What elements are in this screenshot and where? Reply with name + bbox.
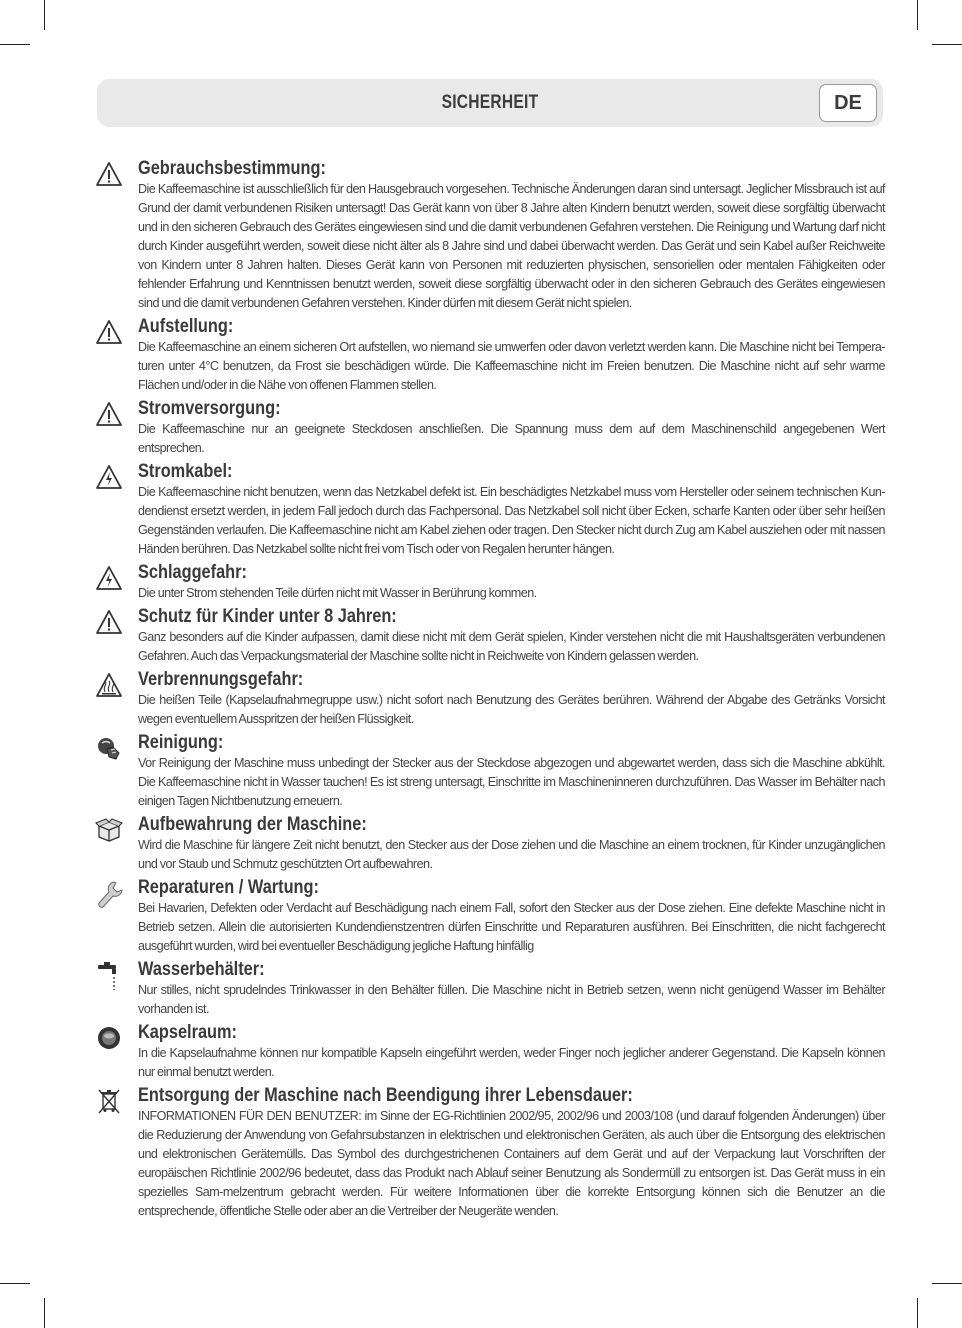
- section-water-tank: [95, 959, 885, 1019]
- section-intended-use: [95, 158, 885, 313]
- section-text: Ganz besonders auf die Kinder aufpassen, damit diese nicht mit dem Gerät spielen, Kinder verstehen nicht die mit Haushaltsgeräten verbundenen Gefahren. Auch das Verpackungsmaterial der Maschine sollte nicht in Reichweite von Kindern gelassen werden.: [138, 630, 885, 663]
- section-text: Die Kaffeemaschine nur an geeignete Steckdosen anschließen. Die Spannung muss dem auf dem Maschinenschild angegebenen Wert entsprechen.: [138, 422, 885, 455]
- section-power-cable: [95, 461, 885, 559]
- crop-mark: [917, 0, 918, 30]
- crop-mark: [932, 1283, 962, 1284]
- crop-mark: [932, 44, 962, 45]
- cleaning-hand-icon: [95, 735, 123, 761]
- section-storage: [95, 814, 885, 874]
- section-electric-shock: [95, 562, 885, 603]
- crop-mark: [917, 1298, 918, 1328]
- section-title: Kapselraum:: [138, 1022, 237, 1043]
- crop-mark: [44, 1298, 45, 1328]
- capsule-icon: [95, 1025, 123, 1051]
- section-title: Aufstellung:: [138, 316, 234, 337]
- section-title: Stromkabel:: [138, 461, 233, 482]
- section-title: Schutz für Kinder unter 8 Jahren:: [138, 606, 397, 627]
- section-title: Gebrauchsbestimmung:: [138, 158, 326, 179]
- section-child-protection: [95, 606, 885, 666]
- section-text: Die Kaffeemaschine an einem sicheren Ort aufstellen, wo niemand sie umwerfen oder davon verletzt werden kann. Die Maschine nicht bei Tempera-turen unter 4°C benutzen, da Frost sie beschädigen würde. Die Kaffeemaschine nicht im Freien benutzen. Die Maschine nicht auf sehr warme Flächen und/oder in die Nähe von offenen Flammen stellen.: [138, 340, 885, 392]
- section-text: In die Kapselaufnahme können nur kompatible Kapseln eingeführt werden, weder Finger noch jeglicher anderer Gegenstand. Die Kapseln können nur einmal benutzt werden.: [138, 1046, 885, 1079]
- crop-mark: [0, 1283, 30, 1284]
- section-header: [97, 79, 883, 127]
- box-icon: [95, 817, 123, 843]
- crop-mark: [44, 0, 45, 30]
- section-title: Entsorgung der Maschine nach Beendigung ihrer Lebensdauer:: [138, 1085, 633, 1106]
- section-title: Stromversorgung:: [138, 398, 281, 419]
- section-text: Wird die Maschine für längere Zeit nicht benutzt, den Stecker aus der Dose ziehen und die Maschine an einem trocknen, für Kinder unzugänglichen und vor Staub und Schmutz geschützten Ort aufbewahren.: [138, 838, 885, 871]
- section-cleaning: [95, 732, 885, 811]
- warning-icon: [95, 401, 123, 427]
- section-text: Die Kaffeemaschine nicht benutzen, wenn das Netzkabel defekt ist. Ein beschädigtes Netzkabel muss vom Hersteller oder seinem technischen Kun-dendienst ersetzt werden, in jedem Fall jedoch durch das Fachpersonal. Das Netzkabel soll nicht über Ecken, scharfe Kanten oder über sehr heißen Gegenständen verlaufen. Die Kaffeemaschine nicht am Kabel ziehen oder tragen. Den Stecker nicht durch Zug am Kabel ausziehen oder mit nassen Händen berühren. Das Netzkabel sollte nicht frei vom Tisch oder von Regalen herunter hängen.: [138, 485, 885, 556]
- section-text: Die Kaffeemaschine ist ausschließlich für den Hausgebrauch vorgesehen. Technische Änderungen daran sind untersagt. Jeglicher Missbrauch ist auf Grund der damit verbundenen Risiken untersagt! Das Gerät kann von über 8 Jahre alten Kindern benutzt werden, soweit diese sorgfältig überwacht und in den sicheren Gebrauch des Gerätes eingewiesen sind und die damit verbundenen Gefahren verstehen. Die Reinigung und Wartung darf nicht durch Kinder ausgeführt werden, soweit diese nicht älter als 8 Jahre sind und dabei überwacht werden. Das Gerät und sein Kabel außer Reichweite von Kindern unter 8 Jahren halten. Dieses Gerät kann von Personen mit reduzierten physischen, sensoriellen oder mentalen Fähigkeiten oder fehlender Erfahrung und Kenntnissen benutzt werden, soweit diese sorgfältig überwacht oder in den sicheren Gebrauch des Gerätes eingewiesen sind und die damit verbundenen Gefahren verstehen. Kinder dürfen mit diesem Gerät nicht spielen.: [138, 182, 885, 310]
- section-text: Die heißen Teile (Kapselaufnahmegruppe usw.) nicht sofort nach Benutzung des Gerätes berühren. Während der Abgabe des Getränks Vorsicht wegen eventuellem Ausspritzen der heißen Flüssigkeit.: [138, 693, 885, 726]
- section-text: Die unter Strom stehenden Teile dürfen nicht mit Wasser in Berührung kommen.: [138, 586, 537, 600]
- section-capsule-chamber: [95, 1022, 885, 1082]
- section-title: Reparaturen / Wartung:: [138, 877, 319, 898]
- warning-icon: [95, 609, 123, 635]
- crop-mark: [0, 44, 30, 45]
- section-burn-hazard: [95, 669, 885, 729]
- section-title: Verbrennungsgefahr:: [138, 669, 304, 690]
- section-text: Bei Havarien, Defekten oder Verdacht auf Beschädigung nach einem Fall, sofort den Stecker aus der Dose ziehen. Eine defekte Maschine nicht in Betrieb setzen. Allein die autorisierten Kundendienstzentren dürfen Einschritte und Reparaturen ausführen. Bei Einschritten, die nicht fachgerecht ausgeführt wurden, wird bei eventueller Beschädigung jegliche Haftung hinfällig: [138, 901, 885, 953]
- section-text: INFORMATIONEN FÜR DEN BENUTZER: im Sinne der EG-Richtlinien 2002/95, 2002/96 und 2003/108 (und darauf folgenden Änderungen) über die Reduzierung der Anwendung von Gefahrsubstanzen in elektrischen und elektronischen Geräten, als auch über die Entsorgung des elektrischen und elektronischen Gerätemülls. Das Symbol des durchgestrichenen Containers auf dem Gerät und auf der Verpackung laut Vorschriften der europäischen Richtlinie 2002/96 bedeutet, dass das Produkt nach Ablauf seiner Benutzung als Sondermüll zu entsorgen ist. Das Gerät muss in ein spezielles Sam-melzentrum gebracht werden. Für weitere Informationen über die korrekte Entsorgung können sich die Benutzer an die entsprechende, öffentliche Stelle oder aber an die Vertreiber der Neugeräte wenden.: [138, 1109, 885, 1218]
- wrench-icon: [95, 880, 123, 910]
- warning-icon: [95, 319, 123, 345]
- section-repairs: [95, 877, 885, 956]
- water-tap-icon: [95, 962, 123, 992]
- section-disposal: [95, 1085, 885, 1221]
- section-title: Wasserbehälter:: [138, 959, 265, 980]
- section-text: Nur stilles, nicht sprudelndes Trinkwasser in den Behälter füllen. Die Maschine nicht in Betrieb setzen, wenn nicht genügend Wasser im Behälter vorhanden ist.: [138, 983, 885, 1016]
- hot-surface-icon: [95, 672, 123, 698]
- safety-content: [95, 158, 885, 1224]
- section-text: Vor Reinigung der Maschine muss unbedingt der Stecker aus der Steckdose abgezogen und abgewartet werden, dass sich die Maschine abkühlt. Die Kaffeemaschine nicht in Wasser tauchen! Es ist streng untersagt, Einschritte im Maschineninneren durchzuführen. Das Wasser im Behälter nach einigen Tagen Nichtbenutzung erneuern.: [138, 756, 885, 808]
- crossed-bin-icon: [95, 1088, 123, 1114]
- section-power-supply: [95, 398, 885, 458]
- section-title: Reinigung:: [138, 732, 224, 753]
- page-title: SICHERHEIT: [441, 92, 539, 113]
- electric-warning-icon: [95, 565, 123, 591]
- section-title: Aufbewahrung der Maschine:: [138, 814, 367, 835]
- section-installation: [95, 316, 885, 395]
- language-badge: DE: [819, 84, 877, 122]
- section-title: Schlaggefahr:: [138, 562, 247, 583]
- warning-icon: [95, 161, 123, 187]
- electric-warning-icon: [95, 464, 123, 490]
